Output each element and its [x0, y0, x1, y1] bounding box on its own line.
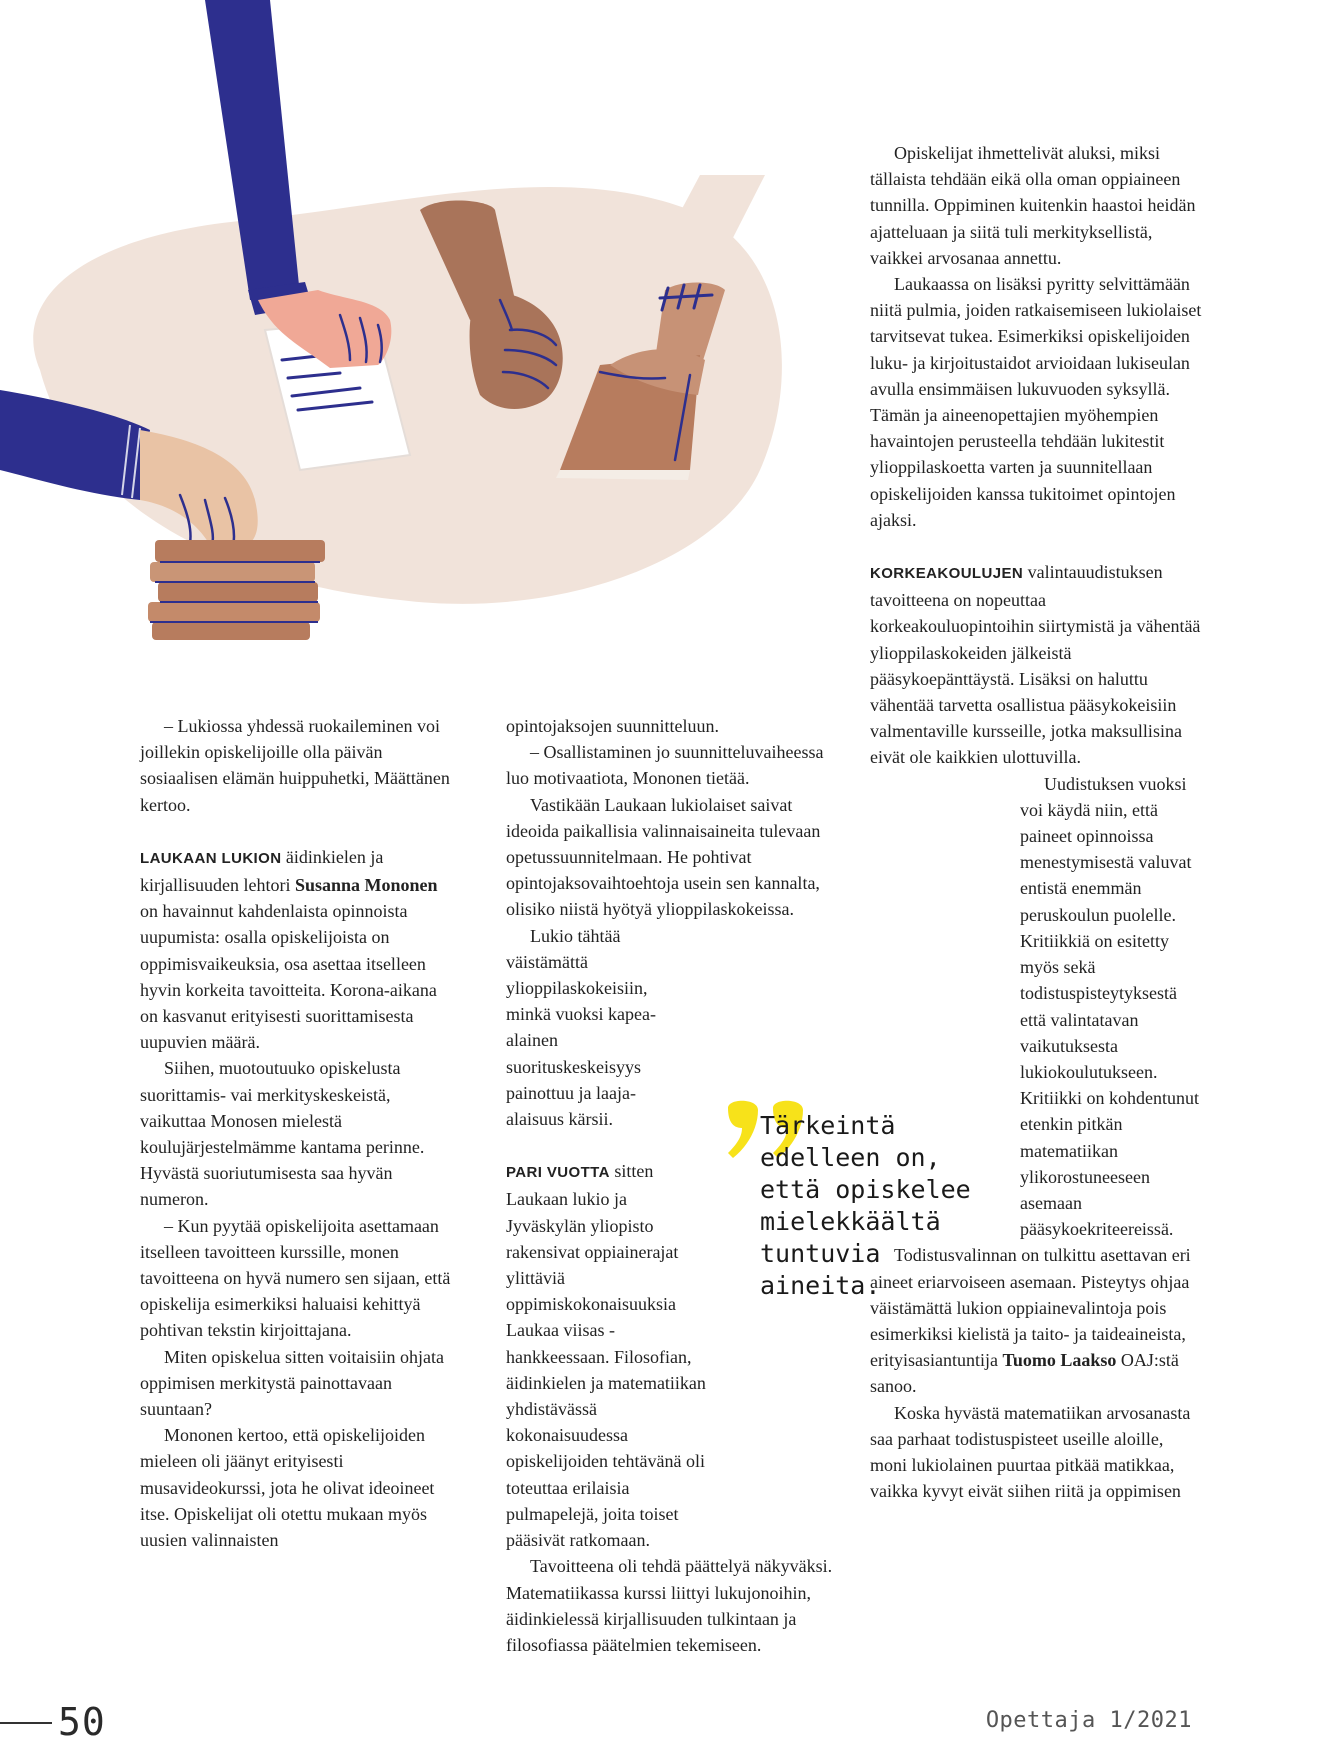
paragraph [506, 1158, 706, 1553]
pull-quote-line: että opiskelee [760, 1175, 971, 1204]
paragraph: – Kun pyytää opiskelijoita asettamaan itselleen tavoitteen kurssille, monen tavoitteena on hyvä numero sen sijaan, että opiskelija esimerkiksi haluaisi kehittyä pohtivan tekstin kirjoittajana. [140, 1215, 451, 1341]
paragraph: Vastikään Laukaan lukiolaiset saivat ideoida paikallisia valinnaisaineita tulevaan opetussuunnitelmaan. He pohtivat opintojaksovaihtoehtoja usein sen kannalta, olisiko niistä hyötyä ylioppilaskokeissa. [506, 794, 821, 920]
paragraph-text: äidinkielen ja kirjallisuuden lehtori [140, 846, 384, 896]
paragraph-text: valintauudistuksen tavoitteena on nopeuttaa korkeakouluopintoihin siirtymistä ja vähentää ylioppilaskokeiden jälkeistä pääsykoepänttäystä. Lisäksi on haluttu vähentää tarvetta osallistua pääsykokeisiin valmentaville kursseille, jotka maksullisina eivät ole kaikkien ulottuvilla. [870, 562, 1201, 768]
paragraph-lead: LAUKAAN LUKION [140, 849, 282, 867]
paragraph: Mononen kertoo, että opiskelijoiden mieleen oli jäänyt erityisesti musavideokurssi, jota he olivat ideoineet itse. Opiskelijat oli otettu mukaan myös uusien valinnaisten [140, 1425, 435, 1551]
paragraph: Koska hyvästä matematiikan arvosanasta saa parhaat todistuspisteet useille aloille, moni lukiolainen puurtaa pitkää matikkaa, vaikka kyvyt eivät siihen riitä ja oppimisen [870, 1402, 1191, 1502]
paragraph-lead: PARI VUOTTA [506, 1164, 610, 1182]
pull-quote [760, 1110, 1000, 1302]
page-number: 50 [58, 1700, 106, 1744]
paragraph-text: on havainnut kahdenlaista opinnoista uupumista: osalla opiskelijoista on oppimisvaikeuksia, osa asettaa itselleen hyvin korkeita tavoitteita. Korona-aikana on kasvanut erityisesti suorittamisesta uupuvien määrä. [140, 901, 437, 1053]
paragraph-lead: KORKEAKOULUJEN [870, 565, 1024, 583]
pull-quote-line: aineita. [760, 1271, 881, 1300]
paragraph-text: Todistusvalinnan on tulkittu asettavan eri aineet eriarvoiseen asemaan. Pisteytys ohjaa väistämättä lukion oppiainevalintoja pois esimerkiksi kielistä ja taito- ja taideaineista, erityisasiantuntija [870, 1245, 1191, 1371]
hands-books-illustration [0, 0, 860, 650]
paragraph-text: sitten Laukaan lukio ja Jyväskylän yliopisto rakensivat oppiainerajat ylittäviä oppimiskokonaisuuksia Laukaa viisas -hankkeessaan. Filosofian, äidinkielen ja matematiikan yhdistävässä kokonaisuudessa opiskelijoiden tehtävänä oli toteuttaa erilaisia pulmapelejä, joita toiset pääsivät ratkomaan. [506, 1161, 706, 1551]
paragraph: Siihen, muotoutuuko opiskelusta suorittamis- vai merkityskeskeistä, vaikuttaa Monosen mielestä koulujärjestelmämme kantama perinne. Hyvästä suoriutumisesta saa hyvän numeron. [140, 1058, 425, 1210]
article-column-1 [140, 713, 455, 1553]
pull-quote-line: mielekkäältä [760, 1207, 941, 1236]
paragraph: Laukaassa on lisäksi pyritty selvittämään niitä pulmia, joiden ratkaisemiseen lukiolaiset tarvitsevat tukea. Esimerkiksi opiskelijoiden luku- ja kirjoitustaidot arvioidaan lukiseulan avulla ensimmäisen lukuvuoden syksyllä. Tämän ja aineenopettajien myöhempien havaintojen perusteella tehdään lukitestit ylioppilaskoetta varten ja suunnitellaan opiskelijoiden kanssa tukitoimet opintojen ajaksi. [870, 274, 1202, 530]
footer-rule [0, 1722, 52, 1724]
pull-quote-line: Tärkeintä [760, 1111, 896, 1140]
paragraph: Opiskelijat ihmettelivät aluksi, miksi tällaista tehdään eikä olla oman oppiaineen tunnilla. Oppiminen kuitenkin haastoi heidän ajatteluaan ja siitä tuli merkityksellistä, vaikkei arvosanaa annettu. [870, 143, 1196, 268]
paragraph: Miten opiskelua sitten voitaisiin ohjata oppimisen merkitystä painottavaan suuntaan? [140, 1346, 444, 1420]
paragraph: opintojaksojen suunnitteluun. [506, 716, 719, 736]
paragraph [870, 559, 1202, 771]
book-stack [148, 540, 325, 640]
issue-label: Opettaja 1/2021 [985, 1708, 1192, 1733]
person-name: Tuomo Laakso [1002, 1350, 1117, 1371]
paragraph: Lukio tähtää väistämättä ylioppilaskokeisiin, minkä vuoksi kapea-alainen suorituskeskeisyys painottuu ja laaja-alaisuus kärsii. [506, 925, 656, 1130]
paragraph: Tavoitteena oli tehdä päättelyä näkyväksi. Matematiikassa kurssi liittyi lukujonoihin, äidinkielessä kirjallisuuden tulkintaan ja filosofiassa päätelmien tekemiseen. [506, 1556, 833, 1655]
paragraph [140, 844, 455, 1056]
paragraph: Uudistuksen vuoksi voi käydä niin, että paineet opinnoissa menestymisestä valuvat entistä enemmän peruskoulun puolelle. Kritiikkiä on esitetty myös sekä todistuspisteytyksestä että valintatavan vaikutuksesta lukiokoulutukseen. Kritiikki on kohdentunut etenkin pitkän matematiikan ylikorostuneeseen asemaan pääsykoekriteereissä. [1020, 773, 1199, 1240]
paragraph-text: OAJ:stä sanoo. [870, 1350, 1179, 1397]
person-name: Susanna Mononen [294, 875, 438, 896]
pull-quote-line: tuntuvia [760, 1239, 881, 1268]
pull-quote-line: edelleen on, [760, 1143, 941, 1172]
paragraph: – Lukiossa yhdessä ruokaileminen voi joillekin opiskelijoille olla päivän sosiaalisen elämän huippuhetki, Määttänen kertoo. [140, 716, 450, 815]
paragraph: – Osallistaminen jo suunnitteluvaiheessa luo motivaatiota, Mononen tietää. [506, 742, 824, 789]
